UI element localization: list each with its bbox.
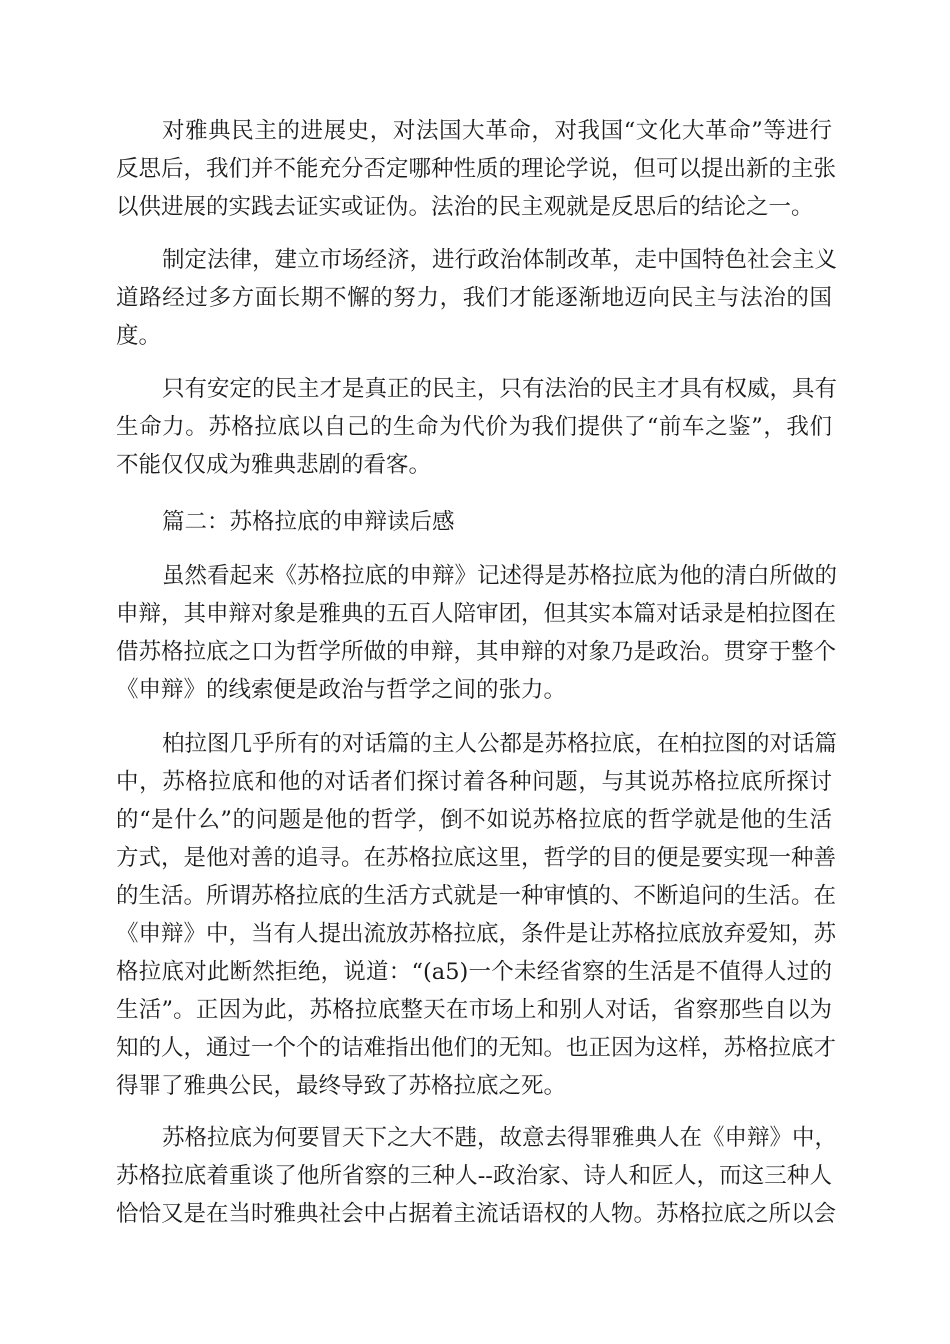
paragraph-line: 反思后，我们并不能充分否定哪种性质的理论学说，但可以提出新的主张 xyxy=(116,156,837,182)
paragraph-5 xyxy=(116,725,838,1105)
paragraph-1 xyxy=(116,112,837,226)
paragraph-line: 方式，是他对善的追寻。在苏格拉底这里，哲学的目的便是要实现一种善 xyxy=(116,845,837,871)
paragraph-line: 生活”。正因为此，苏格拉底整天在市场上和别人对话，省察那些自以为 xyxy=(116,997,832,1023)
paragraph-line: 柏拉图几乎所有的对话篇的主人公都是苏格拉底，在柏拉图的对话篇 xyxy=(162,731,838,757)
paragraph-line: 的“是什么”的问题是他的哲学，倒不如说苏格拉底的哲学就是他的生活 xyxy=(116,807,832,833)
paragraph-line: 生命力。苏格拉底以自己的生命为代价为我们提供了“前车之鉴”，我们 xyxy=(116,414,832,440)
paragraph-line: 苏格拉底着重谈了他所省察的三种人--政治家、诗人和匠人，而这三种人 xyxy=(116,1163,832,1189)
paragraph-line: 对雅典民主的进展史，对法国大革命，对我国“文化大革命”等进行 xyxy=(162,118,832,144)
paragraph-line: 的生活。所谓苏格拉底的生活方式就是一种审慎的、不断追问的生活。在 xyxy=(116,883,837,909)
paragraph-line: 《申辩》中，当有人提出流放苏格拉底，条件是让苏格拉底放弃爱知，苏 xyxy=(116,921,837,947)
section-heading: 篇二：苏格拉底的申辩读后感 xyxy=(162,509,455,535)
paragraph-6 xyxy=(116,1119,838,1233)
paragraph-line: 以供进展的实践去证实或证伪。法治的民主观就是反思后的结论之一。 xyxy=(116,194,814,220)
paragraph-line: 申辩，其申辩对象是雅典的五百人陪审团，但其实本篇对话录是柏拉图在 xyxy=(116,601,837,627)
paragraph-line: 中，苏格拉底和他的对话者们探讨着各种问题，与其说苏格拉底所探讨 xyxy=(116,769,832,795)
paragraph-line: 虽然看起来《苏格拉底的申辩》记述得是苏格拉底为他的清白所做的 xyxy=(162,563,838,589)
paragraph-2 xyxy=(116,241,838,355)
paragraph-line: 苏格拉底为何要冒天下之大不韪，故意去得罪雅典人在《申辩》中， xyxy=(162,1125,838,1151)
paragraph-3 xyxy=(116,370,838,484)
paragraph-line: 格拉底对此断然拒绝，说道：“(a5)一个未经省察的生活是不值得人过的 xyxy=(116,959,832,985)
paragraph-line: 恰恰又是在当时雅典社会中占据着主流话语权的人物。苏格拉底之所以会 xyxy=(116,1201,837,1227)
paragraph-line: 不能仅仅成为雅典悲剧的看客。 xyxy=(116,452,432,478)
paragraph-line: 制定法律，建立市场经济，进行政治体制改革，走中国特色社会主义 xyxy=(162,247,838,273)
paragraph-line: 《申辩》的线索便是政治与哲学之间的张力。 xyxy=(116,677,567,703)
paragraph-line: 借苏格拉底之口为哲学所做的申辩，其申辩的对象乃是政治。贯穿于整个 xyxy=(116,639,837,665)
paragraph-line: 只有安定的民主才是真正的民主，只有法治的民主才具有权威，具有 xyxy=(162,376,838,402)
paragraph-line: 度。 xyxy=(116,323,162,349)
paragraph-4 xyxy=(116,557,838,709)
paragraph-line: 道路经过多方面长期不懈的努力，我们才能逐渐地迈向民主与法治的国 xyxy=(116,285,832,311)
paragraph-line: 知的人，通过一个个的诘难指出他们的无知。也正因为这样，苏格拉底才 xyxy=(116,1035,837,1061)
paragraph-line: 得罪了雅典公民，最终导致了苏格拉底之死。 xyxy=(116,1073,567,1099)
